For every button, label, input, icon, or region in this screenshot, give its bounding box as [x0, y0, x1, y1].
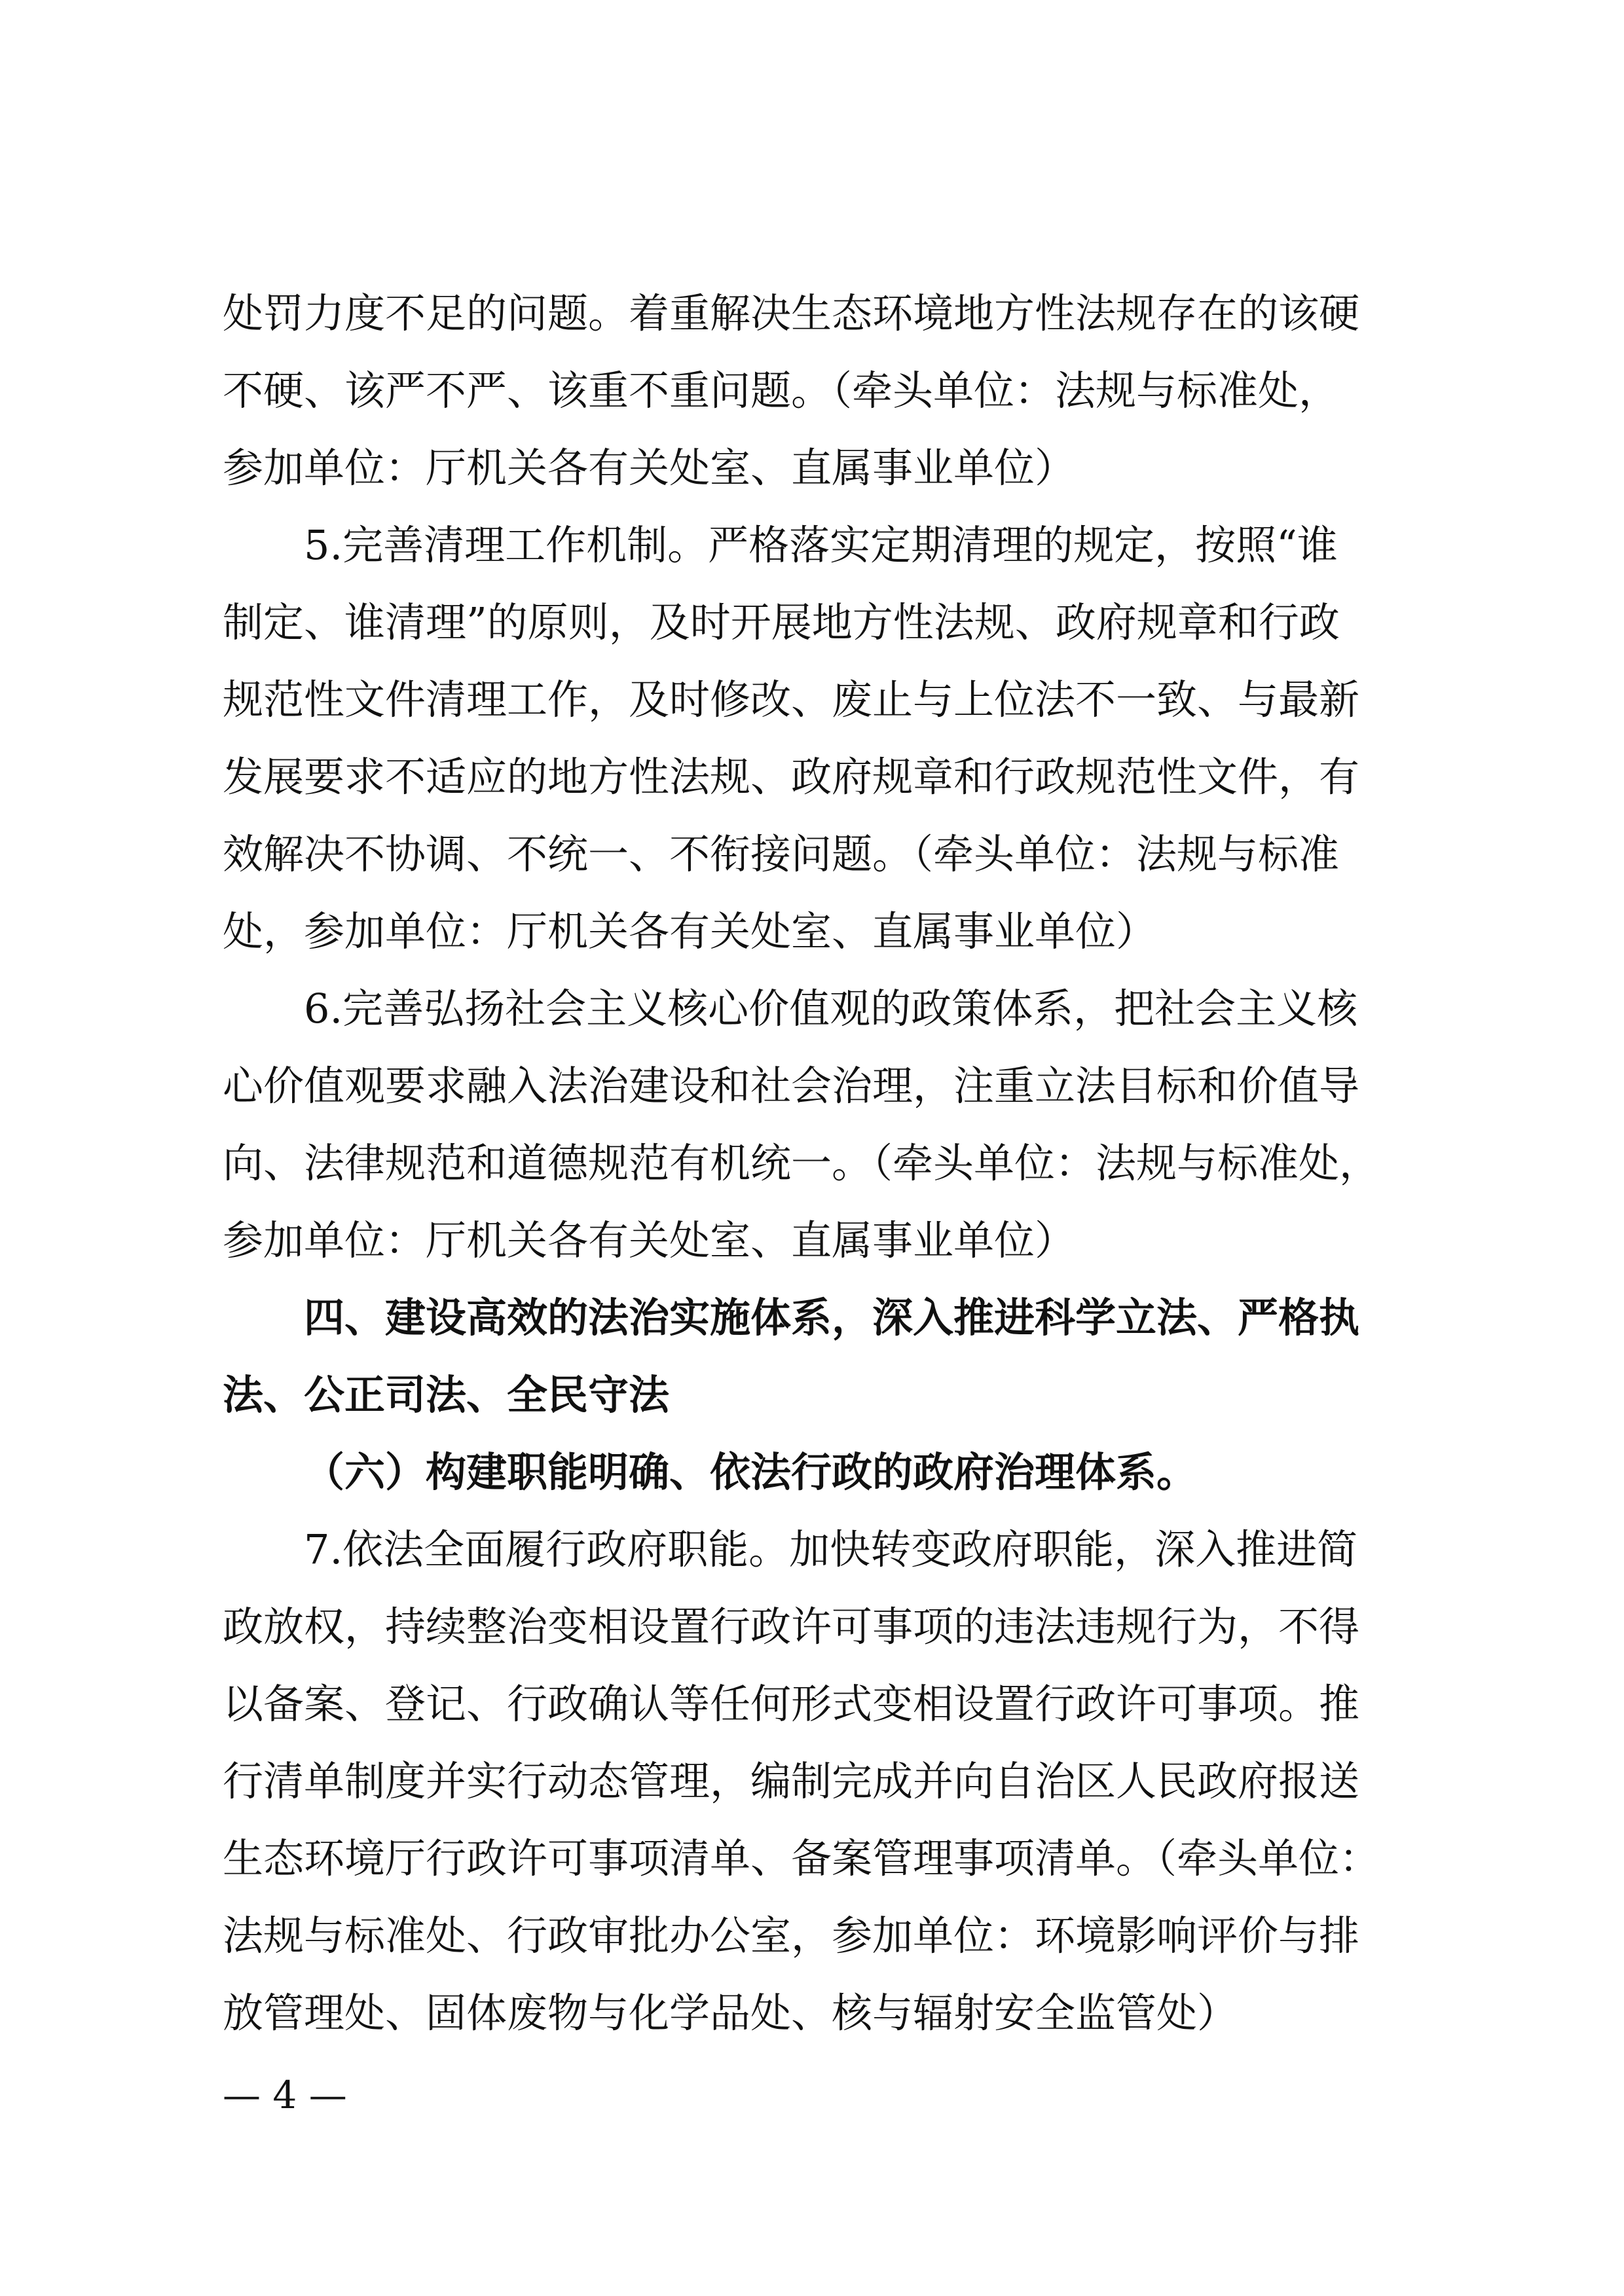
paragraph-line: 放管理处、固体废物与化学品处、核与辐射安全监管处） [223, 1989, 1238, 2037]
section-heading: 法、公正司法、全民守法 [223, 1371, 670, 1419]
paragraph-line: 效解决不协调、不统一、不衔接问题。（牵头单位：法规与标准 [223, 830, 1340, 878]
paragraph-line: 向、法律规范和道德规范有机统一。（牵头单位：法规与标准处， [223, 1139, 1380, 1187]
paragraph-line: 7.依法全面履行政府职能。加快转变政府职能，深入推进简 [304, 1525, 1358, 1573]
paragraph-line: 处，参加单位：厅机关各有关处室、直属事业单位） [223, 907, 1157, 955]
paragraph-line: 政放权，持续整治变相设置行政许可事项的违法违规行为，不得 [223, 1603, 1360, 1650]
paragraph-line: 行清单制度并实行动态管理，编制完成并向自治区人民政府报送 [223, 1757, 1360, 1805]
paragraph-line: 法规与标准处、行政审批办公室，参加单位：环境影响评价与排 [223, 1912, 1360, 1959]
paragraph-line: 发展要求不适应的地方性法规、政府规章和行政规范性文件，有 [223, 753, 1360, 801]
section-heading: 四、建设高效的法治实施体系，深入推进科学立法、严格执 [304, 1294, 1360, 1341]
paragraph-line: 参加单位：厅机关各有关处室、直属事业单位） [223, 444, 1076, 492]
paragraph-line: 6.完善弘扬社会主义核心价值观的政策体系，把社会主义核 [304, 985, 1358, 1032]
paragraph-line: 5.完善清理工作机制。严格落实定期清理的规定，按照“谁 [304, 521, 1338, 569]
paragraph-line: 规范性文件清理工作，及时修改、废止与上位法不一致、与最新 [223, 676, 1360, 723]
page-number: — 4 — [223, 2073, 347, 2117]
paragraph-line: 生态环境厅行政许可事项清单、备案管理事项清单。（牵头单位： [223, 1834, 1380, 1882]
subsection-heading: （六）构建职能明确、依法行政的政府治理体系。 [304, 1448, 1198, 1496]
paragraph-line: 心价值观要求融入法治建设和社会治理，注重立法目标和价值导 [223, 1062, 1360, 1110]
paragraph-line: 以备案、登记、行政确认等任何形式变相设置行政许可事项。推 [223, 1680, 1360, 1728]
paragraph-line: 参加单位：厅机关各有关处室、直属事业单位） [223, 1216, 1076, 1264]
paragraph-line: 制定、谁清理”的原则，及时开展地方性法规、政府规章和行政 [223, 598, 1340, 646]
paragraph-line: 不硬、该严不严、该重不重问题。（牵头单位：法规与标准处， [223, 367, 1340, 414]
paragraph-line: 处罚力度不足的问题。着重解决生态环境地方性法规存在的该硬 [223, 289, 1360, 337]
document-body [223, 275, 1401, 2052]
